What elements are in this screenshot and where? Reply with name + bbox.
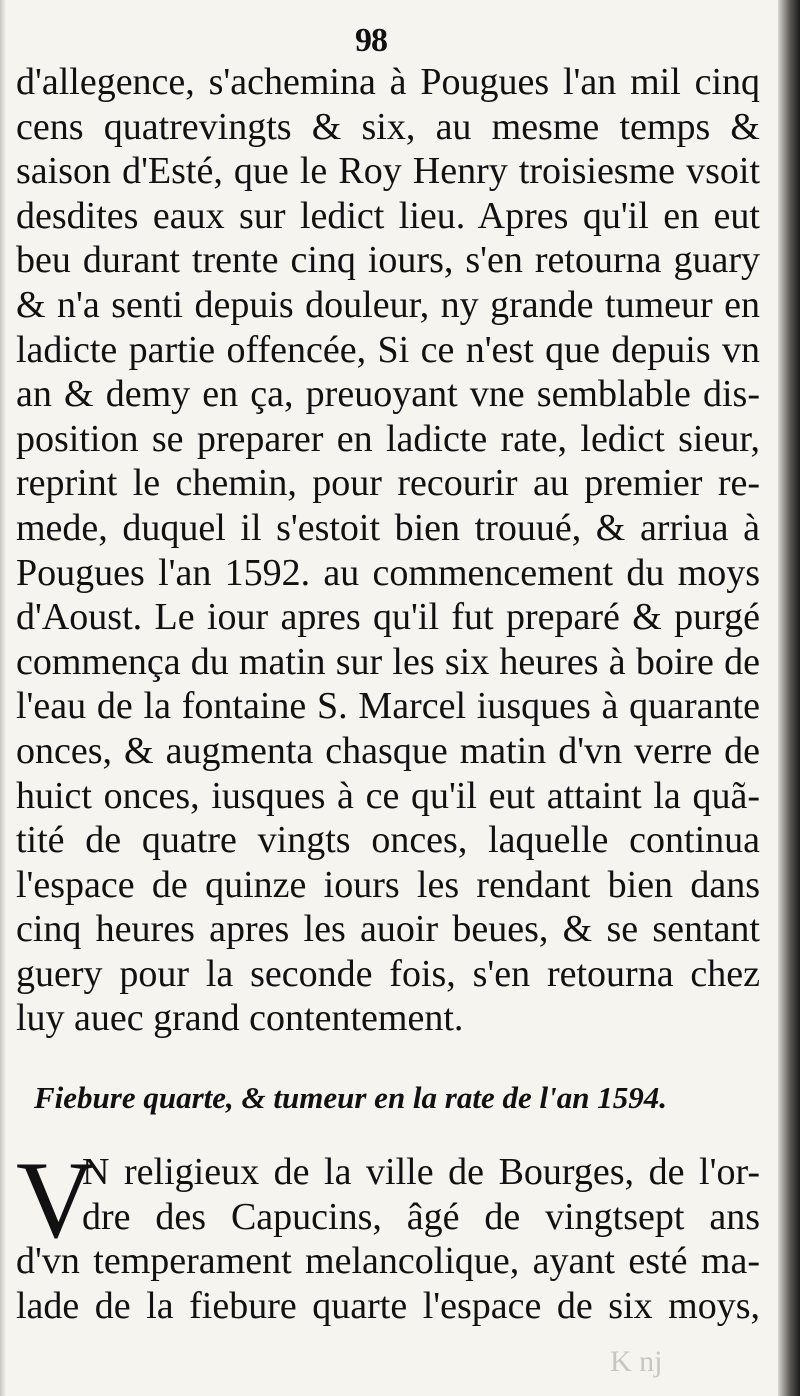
text-line: d'allegence, s'achemina à Pougues l'an mil cinq [16,61,760,103]
text-line: l'eau de la fontaine S. Marcel iusques à quarante [16,685,760,728]
text-line: desdites eaux sur ledict lieu. Apres qu'il en eut [16,194,760,237]
text-line: beu durant trente cinq iours, s'en retourna guary [16,239,760,282]
text-line: dre des Capucins, âgé de vingtsept ans [82,1195,760,1238]
drop-cap: V [16,1139,96,1261]
text-line: lade de la fiebure quarte l'espace de six moys, [16,1284,760,1327]
text-line: onces, & augmenta chasque matin d'vn verre de [16,729,760,772]
text-line: N religieux de la ville de Bourges, de l'or- [82,1151,760,1193]
text-line: commença du matin sur les six heures à boire de [16,640,760,683]
text-line: position se preparer en ladicte rate, ledict sieur, [16,417,760,460]
section-heading: Fiebure quarte, & tumeur en la rate de l'an 1594. [34,1080,667,1115]
text-line: luy auec grand contentement. [16,997,464,1040]
page-number: 98 [355,22,387,59]
page-left-edge [0,0,6,1396]
text-line: ladicte partie offencée, Si ce n'est que depuis vn [16,328,760,371]
text-line: huict onces, iusques à ce qu'il eut attaint la quã- [16,774,760,817]
text-line: reprint le chemin, pour recourir au premier re- [16,462,760,505]
page-binding-shadow [778,0,800,1396]
text-line: l'espace de quinze iours les rendant bien dans [16,863,760,906]
text-line: tité de quatre vingts onces, laquelle continua [16,819,760,862]
text-line: Pougues l'an 1592. au commencement du moys [16,551,760,594]
paragraph-1 [16,60,760,1041]
text-line: saison d'Esté, que le Roy Henry troisiesme vsoit [16,150,760,193]
text-line: & n'a senti depuis douleur, ny grande tumeur en [16,283,760,326]
paragraph-2 [16,1139,760,1328]
text-line: an & demy en ça, preuoyant vne semblable dis- [16,373,760,416]
text-line: guery pour la seconde fois, s'en retourna chez [16,952,760,995]
text-line: cens quatrevingts & six, au mesme temps & [16,105,760,148]
text-line: cinq heures apres les auoir beues, & se sentant [16,908,760,951]
text-line: mede, duquel il s'estoit bien trouué, & arriua à [16,506,760,549]
text-line: d'vn temperament melancolique, ayant esté ma- [16,1240,760,1283]
text-line: d'Aoust. Le iour apres qu'il fut preparé & purgé [16,596,760,639]
signature-mark: K nj [610,1345,663,1378]
